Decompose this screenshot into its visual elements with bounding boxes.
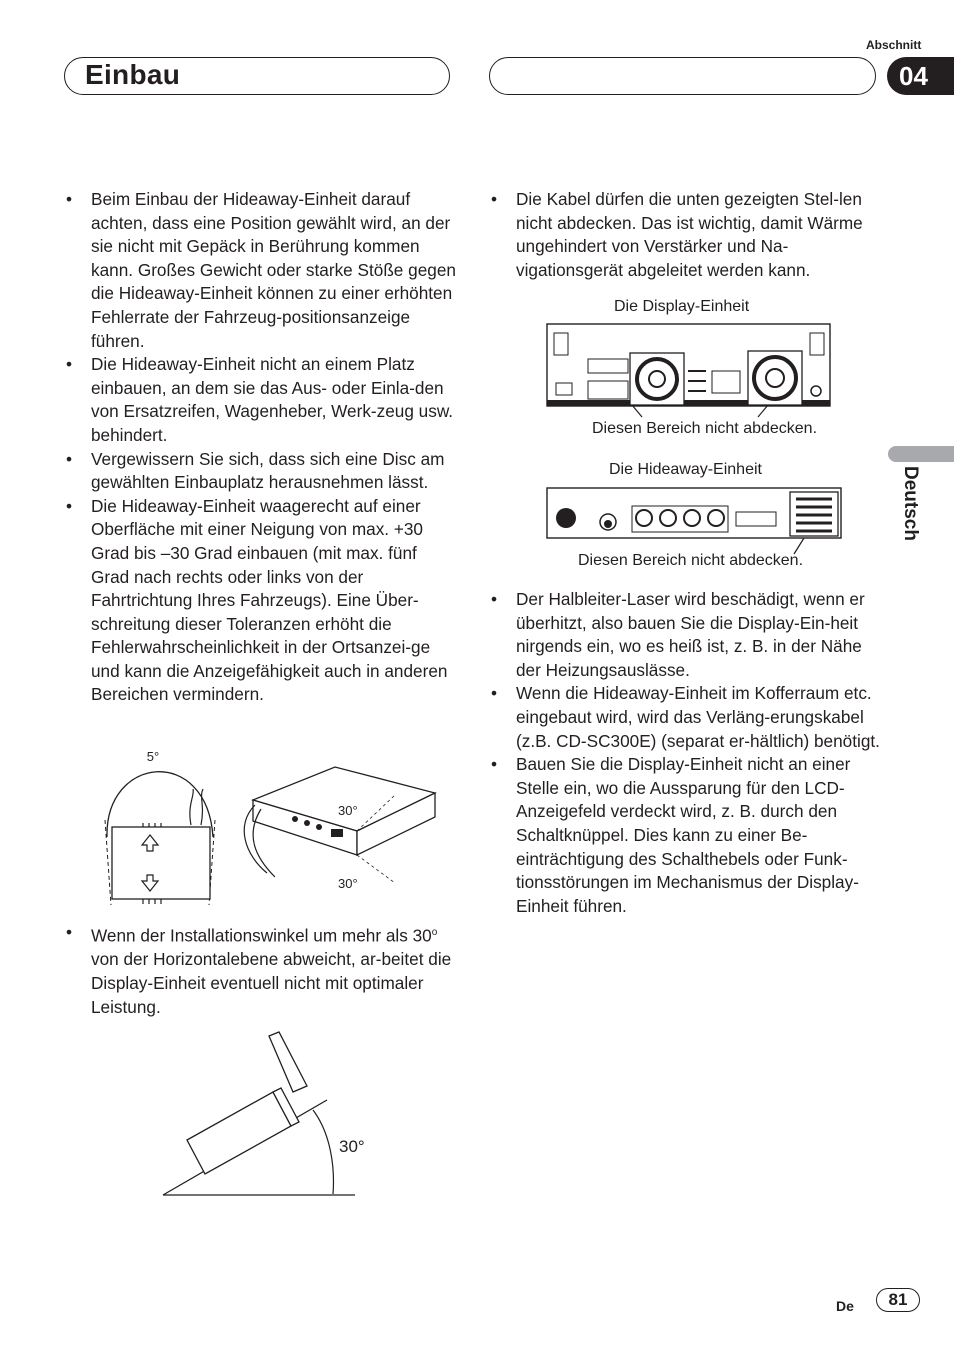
display-unit-rear-panel: [546, 323, 832, 419]
pointer-line-left: [632, 405, 642, 417]
fan-left: [630, 353, 684, 405]
hideaway-unit-caption: Diesen Bereich nicht abdecken.: [578, 552, 804, 569]
language-label: Deutsch: [900, 466, 921, 541]
right-column-bottom: [490, 588, 882, 918]
unit-tabs-bottom: [143, 899, 161, 904]
angle-5-label: 5°: [146, 749, 160, 764]
page-title: Einbau: [85, 59, 181, 90]
list-item: • Beim Einbau der Hideaway-Einheit darauf achten, dass eine Position gewählt wird, an der sie nicht mit Gepäck in Berührung kommen kann. Großes Gewicht oder starke Stöße gegen die Hideaway-Einheit können zu einer erhöhten Fehlerrate der Fahrzeug-positionsanzeige führen.: [65, 188, 457, 353]
display-unit-caption: Diesen Bereich nicht abdecken.: [592, 420, 818, 437]
bracket-left: [554, 333, 568, 355]
hideaway-unit-rear-panel: [546, 486, 844, 558]
connector-small: [556, 383, 572, 395]
list-item: • Vergewissern Sie sich, dass sich eine Disc am gewählten Einbauplatz herausnehmen lässt.: [65, 448, 457, 495]
connector-top: [588, 359, 628, 373]
left-column: [65, 188, 457, 707]
page-number: 81: [876, 1288, 920, 1312]
angle-30-lower-label: 30°: [338, 876, 358, 891]
list-item: • Die Kabel dürfen die unten gezeigten Stel-len nicht abdecken. Das ist wichtig, damit Wärme ungehindert von Verstärker und Na-vigationsgerät abgeleitet werden kann.: [490, 188, 882, 282]
bullet-list-bottom: [65, 921, 457, 1019]
right-column: [490, 188, 882, 282]
section-label: Abschnitt: [866, 38, 922, 52]
cable-front: [190, 789, 203, 825]
list-item: • Bauen Sie die Display-Einheit nicht an einer Stelle ein, wo die Aussparung für den LCD-Anzeigefeld verdeckt wird, z. B. durch den Schaltknüppel. Dies kann zu einer Be-einträchtigung des Schalthebels oder Funk-tionsstörungen im Mechanismus der Display-Einheit führen.: [490, 753, 882, 918]
angle-guide-lower: [357, 855, 395, 883]
list-item-text-before: Wenn der Installationswinkel um mehr als 30: [91, 925, 432, 946]
slope-figure: [155, 1028, 365, 1200]
list-item: • Die Hideaway-Einheit nicht an einem Platz einbauen, an dem sie das Aus- oder Einla-den von Ersatzreifen, Wagenheber, Werk-zeug usw. behindert.: [65, 353, 457, 447]
data-connector: [736, 512, 776, 526]
angle-30-upper-label: 30°: [338, 803, 358, 818]
connector-bottom: [588, 381, 628, 399]
left-column-bottom: [65, 921, 457, 1019]
slope-angle-label: 30°: [339, 1137, 365, 1156]
footer-language: De: [836, 1298, 854, 1314]
antenna-icon: [269, 1032, 307, 1092]
hideaway-unit-label: Die Hideaway-Einheit: [609, 461, 762, 478]
list-item: • Die Hideaway-Einheit waagerecht auf einer Oberfläche mit einer Neigung von max. +30 Grad bis –30 Grad einbauen (mit max. fünf Grad nach rechts oder links von der Fahrtrichtung Ihres Fahrzeugs). Eine Über-schreitung dieser Toleranzen erhöht die Fehlerwahrscheinlichkeit in der Ortsanzei-ge und kann die Anzeigefähigkeit auch in anderen Bereichen vermindern.: [65, 495, 457, 707]
header-pill: [489, 57, 876, 95]
pointer-line-right: [758, 405, 768, 417]
list-item: • Der Halbleiter-Laser wird beschädigt, wenn er überhitzt, also bauen Sie die Display-Ein-heit nirgends ein, wo es heiß ist, z. B. in der Nähe der Heizungsauslässe.: [490, 588, 882, 682]
list-item: [65, 921, 457, 1019]
bullet-list-bottom: [490, 588, 882, 918]
list-item: • Wenn die Hideaway-Einheit im Kofferraum etc. eingebaut wird, wird das Verläng-erungskabel (z.B. CD-SC300E) (separat er-hältlich) benötigt.: [490, 682, 882, 753]
page-title-frame: [64, 57, 450, 95]
connector-center: [712, 371, 740, 393]
tilt-guide-left: [105, 820, 111, 905]
degree-superscript: o: [431, 927, 438, 938]
bracket-right: [810, 333, 824, 355]
bullet-list-first: [490, 188, 882, 282]
tilt-angle-figure: [95, 745, 445, 915]
fan-right: [748, 351, 802, 405]
antenna-jack: [556, 508, 576, 528]
unit-body: [187, 1092, 291, 1174]
chapter-badge: 04: [887, 57, 954, 95]
list-item-text-after: von der Horizontalebene abweicht, ar-beitet die Display-Einheit eventuell nicht mit optimaler Leistung.: [91, 949, 452, 1017]
display-unit-label: Die Display-Einheit: [614, 298, 750, 315]
unit-on-slope: [187, 1032, 307, 1174]
bullet-list-top: [65, 188, 457, 707]
language-label-frame: [893, 466, 923, 560]
unit-front-view: [112, 827, 210, 899]
angle-arc: [313, 1110, 333, 1194]
language-tab: [888, 446, 954, 462]
